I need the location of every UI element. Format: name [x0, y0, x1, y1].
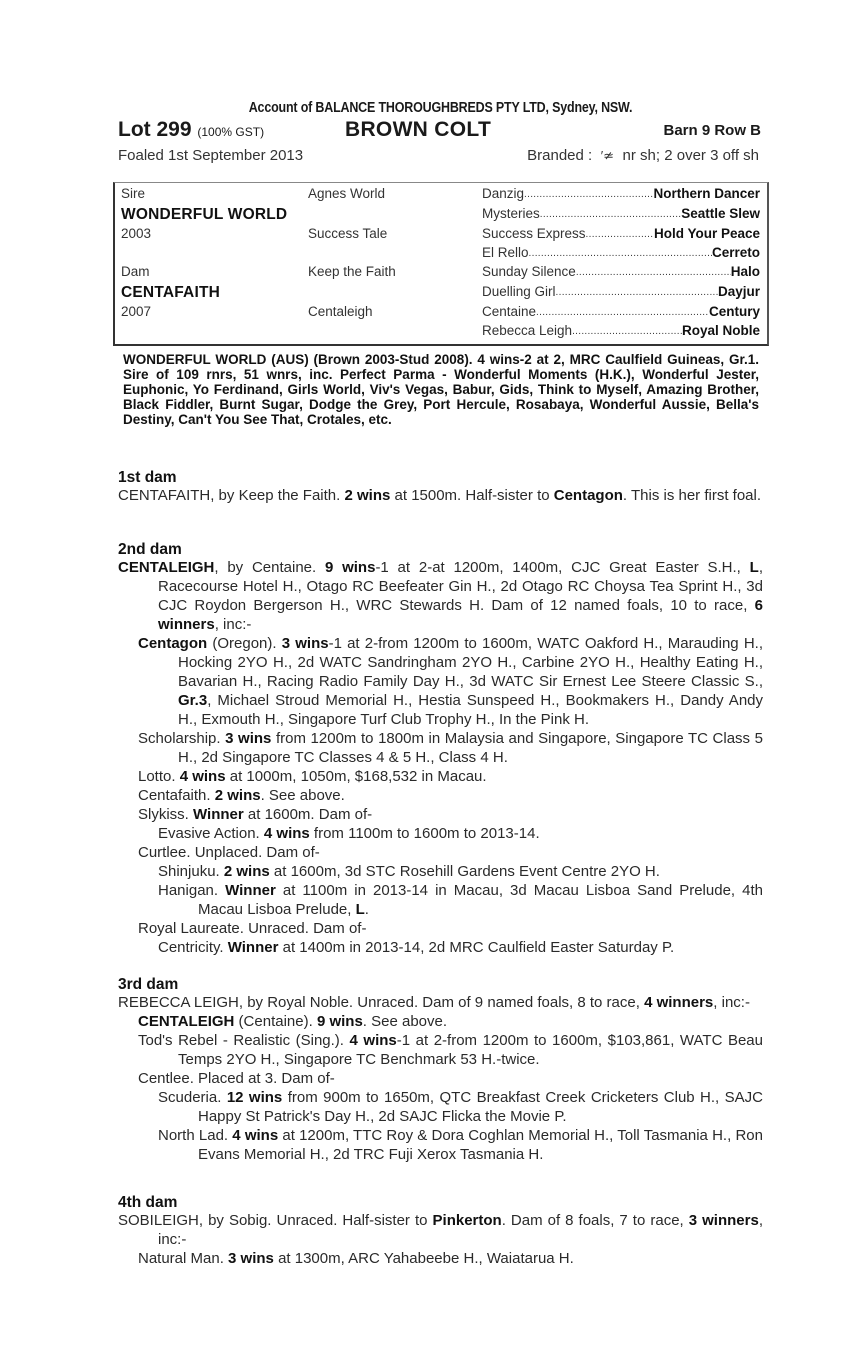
- progeny-entry: North Lad. 4 wins at 1200m, TTC Roy & Dora Coghlan Memorial H., Toll Tasmania H., Ron Evans Memorial H., 2d TRC Fuji Xerox Tasmania H.: [158, 1127, 763, 1163]
- granddam: Success Tale: [308, 226, 388, 241]
- sire-summary: WONDERFUL WORLD (AUS) (Brown 2003-Stud 2008). 4 wins-2 at 2, MRC Caulfield Guineas, Gr.1. Sire of 109 rnrs, 51 wnrs, inc. Perfect Parma - Wonderful Moments (H.K.), Wonderful Jester, Euphonic, Yo Ferdinand, Girls World, Viv's Vegas, Babur, Gids, Think to Myself, Amazing Brother, Black Fiddler, Burnt Sugar, Dodge the Grey, Port Hercule, Rosabaya, Wonderful Aussie, Bella's Destiny, Can't You See That, Crotales, etc.: [123, 352, 759, 427]
- third-dam-section: [118, 976, 763, 1164]
- barn-location: Barn 9 Row B: [663, 122, 761, 139]
- first-dam-text: CENTAFAITH, by Keep the Faith. 2 wins at 1500m. Half-sister to Centagon. This is her first foal.: [118, 487, 762, 504]
- gst-note: (100% GST): [197, 125, 265, 139]
- section-heading: 3rd dam: [118, 976, 179, 993]
- dam-dam: Centaleigh: [308, 304, 373, 319]
- progeny-entry: Centricity. Winner at 1400m in 2013-14, 2d MRC Caulfield Easter Saturday P.: [158, 939, 675, 956]
- pedigree-row: [115, 304, 767, 324]
- second-dam-text: CENTALEIGH, by Centaine. 9 wins-1 at 2-at 1200m, 1400m, CJC Great Easter S.H., L, Racecourse Hotel H., Otago RC Beefeater Gin H., 2d Otago RC Choysa Tea Sprint H., 3d CJC Roydon Bergerson H., WRC Stewards H. Dam of 12 named foals, 10 to race, 6 winners, inc:-: [118, 559, 763, 633]
- pedigree-row: [115, 186, 767, 206]
- great-grandparent: Danzig ..... Northern Dancer: [482, 186, 760, 204]
- pedigree-row: [115, 323, 767, 343]
- progeny-entry: Evasive Action. 4 wins from 1100m to 1600m to 2013-14.: [158, 825, 540, 842]
- dam-year: 2007: [121, 304, 152, 319]
- first-dam-section: [118, 469, 763, 505]
- branded-info: [527, 147, 759, 164]
- foaled-date: Foaled 1st September 2013: [118, 147, 304, 164]
- great-grandparent: Duelling Girl ..... Dayjur: [482, 284, 760, 302]
- leader-dots: [572, 323, 682, 341]
- progeny-entry: Scholarship. 3 wins from 1200m to 1800m in Malaysia and Singapore, Singapore TC Class 5 H., 2d Singapore TC Classes 4 & 5 H., Class 4 H.: [138, 730, 763, 766]
- leader-dots: [556, 284, 718, 302]
- progeny-entry: Centagon (Oregon). 3 wins-1 at 2-from 1200m to 1600m, WATC Oakford H., Marauding H., Hocking 2YO H., 2d WATC Sandringham 2YO H., Carbine 2YO H., Healthy Eating H., Bavarian H., Racing Radio Family Day H., 3d WATC Sir Ernest Lee Steere Classic S., Gr.3, Michael Stroud Memorial H., Hestia Sunspeed H., Bookmakers H., Dandy Andy H., Exmouth H., Singapore Turf Club Trophy H., In the Pink H.: [138, 635, 763, 728]
- sire-name: WONDERFUL WORLD: [121, 206, 288, 223]
- consignor-line: Account of BALANCE THOROUGHBREDS PTY LTD, Sydney, NSW.: [248, 100, 633, 116]
- lot-line: [118, 118, 763, 144]
- pedigree-table: [113, 182, 769, 346]
- dam-name: CENTAFAITH: [121, 284, 221, 301]
- leader-dots: [586, 226, 654, 244]
- fourth-dam-text: SOBILEIGH, by Sobig. Unraced. Half-sister to Pinkerton. Dam of 8 foals, 7 to race, 3 winners, inc:-: [118, 1212, 763, 1248]
- great-grandparent: Success Express ..... Hold Your Peace: [482, 226, 760, 244]
- progeny-entry: Lotto. 4 wins at 1000m, 1050m, $168,532 in Macau.: [138, 768, 487, 785]
- third-dam-text: REBECCA LEIGH, by Royal Noble. Unraced. Dam of 9 named foals, 8 to race, 4 winners, inc:-: [118, 994, 750, 1011]
- brand-detail: nr sh; 2 over 3 off sh: [622, 147, 759, 164]
- leader-dots: [529, 245, 712, 263]
- pedigree-row: [115, 245, 767, 265]
- dam-sire: Keep the Faith: [308, 264, 396, 279]
- progeny-entry: Natural Man. 3 wins at 1300m, ARC Yahabeebe H., Waiatarua H.: [138, 1250, 574, 1267]
- lot-number: [118, 118, 264, 142]
- sire-year: 2003: [121, 226, 152, 241]
- leader-dots: [540, 206, 681, 224]
- pedigree-row: [115, 284, 767, 304]
- pedigree-row: [115, 264, 767, 284]
- fourth-dam-section: [118, 1194, 763, 1268]
- progeny-entry: Centafaith. 2 wins. See above.: [138, 787, 345, 804]
- progeny-entry: Tod's Rebel - Realistic (Sing.). 4 wins-1 at 2-from 1200m to 1600m, $103,861, WATC Beau Temps 2YO H., Singapore TC Benchmark 53 H.-twice.: [138, 1032, 763, 1068]
- brand-mark-icon: ′≄: [600, 148, 615, 163]
- section-heading: 4th dam: [118, 1194, 178, 1211]
- section-heading: 2nd dam: [118, 541, 182, 558]
- leader-dots: [576, 264, 731, 282]
- branded-label: Branded :: [527, 147, 593, 164]
- pedigree-row: [115, 206, 767, 226]
- progeny-entry: Scuderia. 12 wins from 900m to 1650m, QTC Breakfast Creek Cricketers Club H., SAJC Happy St Patrick's Day H., 2d SAJC Flicka the Movie P.: [158, 1089, 763, 1125]
- progeny-entry: CENTALEIGH (Centaine). 9 wins. See above.: [138, 1013, 448, 1030]
- leader-dots: [524, 186, 653, 204]
- catalogue-page: [118, 98, 763, 1267]
- progeny-entry: Royal Laureate. Unraced. Dam of-: [138, 920, 367, 937]
- great-grandparent: Rebecca Leigh ..... Royal Noble: [482, 323, 760, 341]
- great-grandparent: Sunday Silence ..... Halo: [482, 264, 760, 282]
- second-dam-section: [118, 541, 763, 957]
- horse-description: BROWN COLT: [345, 118, 492, 141]
- progeny-entry: Hanigan. Winner at 1100m in 2013-14 in Macau, 3d Macau Lisboa Sand Prelude, 4th Macau Lisboa Prelude, L.: [158, 882, 763, 918]
- great-grandparent: El Rello ..... Cerreto: [482, 245, 760, 263]
- grandsire: Agnes World: [308, 186, 386, 201]
- progeny-entry: Curtlee. Unplaced. Dam of-: [138, 844, 320, 861]
- sire-label: Sire: [121, 186, 146, 201]
- lot-label: Lot 299: [118, 118, 192, 141]
- great-grandparent: Mysteries ..... Seattle Slew: [482, 206, 760, 224]
- leader-dots: [536, 304, 709, 322]
- dam-label: Dam: [121, 264, 150, 279]
- foaled-line: [118, 144, 763, 168]
- progeny-entry: Slykiss. Winner at 1600m. Dam of-: [138, 806, 373, 823]
- section-heading: 1st dam: [118, 469, 177, 486]
- progeny-entry: Centlee. Placed at 3. Dam of-: [138, 1070, 335, 1087]
- progeny-entry: Shinjuku. 2 wins at 1600m, 3d STC Rosehill Gardens Event Centre 2YO H.: [158, 863, 660, 880]
- great-grandparent: Centaine ..... Century: [482, 304, 760, 322]
- pedigree-row: [115, 226, 767, 246]
